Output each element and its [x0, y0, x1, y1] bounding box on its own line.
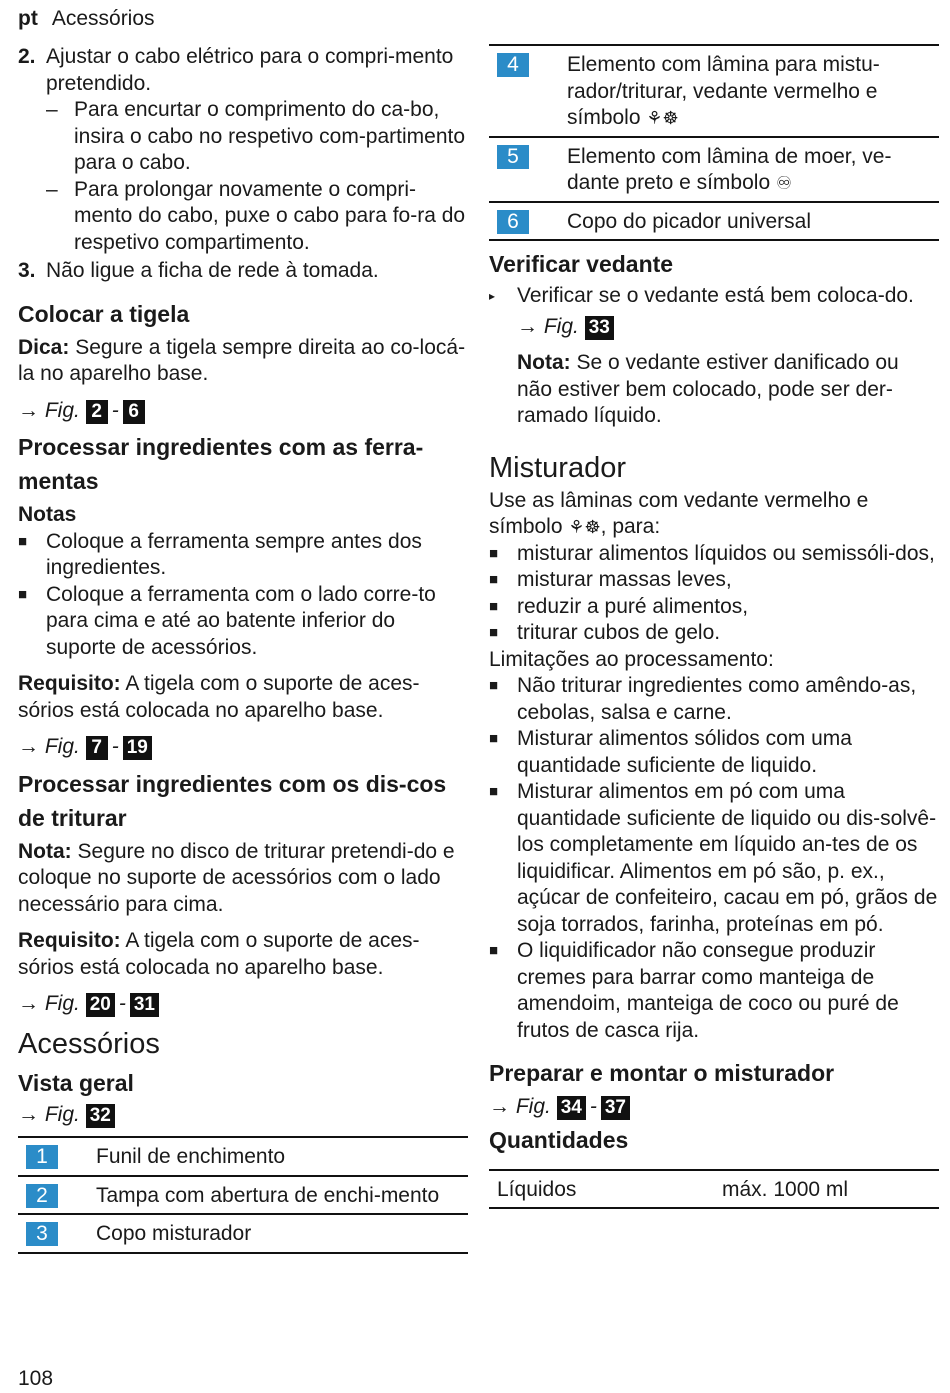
- list-item: ■ Coloque a ferramenta sempre antes dos ingredientes.: [18, 529, 468, 582]
- page-header: [18, 6, 155, 33]
- substep-2: – Para prolongar novamente o compri-mento do cabo, puxe o cabo para fo-ra do respetivo compartimento.: [18, 177, 468, 257]
- part-name: Copo do picador universal: [567, 209, 811, 233]
- fig-word: Fig.: [543, 314, 579, 338]
- header-section: Acessórios: [51, 7, 155, 30]
- part-number-badge: 1: [26, 1145, 58, 1169]
- table-row: [489, 1170, 939, 1209]
- list-item-text: O liquidificador não consegue produzir cremes para barrar como manteiga de amendoim, manteiga de coco ou puré de frutos de casca rija.: [517, 939, 899, 1042]
- part-number-badge: 6: [497, 210, 529, 234]
- part-name: Funil de enchimento: [96, 1145, 286, 1168]
- list-item: ■ misturar alimentos líquidos ou semissóli-dos,: [489, 541, 939, 568]
- part-name-text: Elemento com lâmina para mistu-rador/triturar, vedante vermelho e símbolo: [567, 53, 880, 129]
- note-paragraph: [18, 839, 468, 919]
- figure-ref: → Fig. 20 - 31: [18, 991, 468, 1018]
- heading-acessorios: Acessórios: [18, 1027, 160, 1060]
- tip-paragraph: [18, 335, 468, 388]
- parts-table: [18, 1136, 468, 1254]
- heading-colocar-tigela: Colocar a tigela: [18, 300, 190, 327]
- part-number-badge: 2: [26, 1184, 58, 1208]
- list-item: ■ Coloque a ferramenta com o lado corre-to para cima e até ao batente inferior do suporte de acessórios.: [18, 582, 468, 662]
- intro-text: Use as lâminas com vedante vermelho e símbolo: [489, 488, 869, 538]
- heading-vista-geral: Vista geral: [18, 1069, 134, 1096]
- fig-word: Fig.: [44, 992, 80, 1015]
- part-name: Tampa com abertura de enchi-mento: [96, 1183, 440, 1207]
- table-row: [18, 1214, 468, 1253]
- blade-symbol-icon: ⚘☸: [568, 517, 601, 537]
- quantity-label: Líquidos: [497, 1177, 577, 1201]
- note-text: Segure no disco de triturar pretendi-do e coloque no suporte de acessórios com o lado necessário para cima.: [18, 839, 455, 916]
- list-item-text: Coloque a ferramenta com o lado corre-to para cima e até ao batente inferior do suporte de acessórios.: [46, 582, 436, 659]
- heading-misturador: Misturador: [489, 451, 626, 484]
- requirement-text: A tigela com o suporte de aces-sórios está colocada no aparelho base.: [18, 672, 420, 722]
- part-number-badge: 5: [497, 145, 529, 169]
- table-row: [18, 1176, 468, 1215]
- part-number-badge: 4: [497, 53, 529, 77]
- table-row: [489, 137, 939, 202]
- fig-number: 34: [557, 1096, 586, 1120]
- list-item: ■ misturar massas leves,: [489, 567, 939, 594]
- table-row: [18, 1137, 468, 1176]
- fig-number: 2: [86, 400, 108, 424]
- list-item: ■ Não triturar ingredientes como amêndo-as, cebolas, salsa e carne.: [489, 673, 939, 726]
- requirement-label: Requisito:: [18, 672, 121, 695]
- action-item: ▸ Verificar se o vedante está bem coloca-do.: [489, 283, 939, 310]
- list-item: ■ triturar cubos de gelo.: [489, 620, 939, 647]
- list-item: ■ Misturar alimentos em pó com uma quantidade suficiente de liquido ou dis-solvê-los completamente em líquido an-tes de os liquidificar. Alimentos em pó são, p. ex., açúcar de confeiteiro, cacau em pó, grãos de soja torrados, farinha, proteínas em pó.: [489, 779, 939, 938]
- blade-symbol-icon: ⚘☸: [646, 108, 679, 128]
- page-number: 108: [18, 1367, 54, 1390]
- limits-label: Limitações ao processamento:: [489, 647, 774, 671]
- quantity-value: máx. 1000 ml: [722, 1177, 849, 1201]
- step-text: Ajustar o cabo elétrico para o compri-mento pretendido.: [46, 45, 454, 95]
- table-row: [489, 45, 939, 137]
- table-row: [489, 202, 939, 241]
- language-code: pt: [18, 7, 38, 30]
- fig-number: 20: [86, 993, 115, 1017]
- fig-number: 32: [86, 1104, 115, 1128]
- list-item: ■ O liquidificador não consegue produzir cremes para barrar como manteiga de amendoim, manteiga de coco ou puré de frutos de casca rija.: [489, 938, 939, 1044]
- figure-ref: → Fig. 33: [489, 314, 939, 341]
- tip-text: Segure a tigela sempre direita ao co-locá-la no aparelho base.: [18, 335, 466, 385]
- heading-processar-ferramentas: Processar ingredientes com as ferra-mentas: [18, 434, 424, 494]
- right-column: [489, 44, 939, 1209]
- list-item: ■ reduzir a puré alimentos,: [489, 594, 939, 621]
- requirement-text: A tigela com o suporte de aces-sórios está colocada no aparelho base.: [18, 929, 420, 979]
- list-item-text: Misturar alimentos sólidos com uma quantidade suficiente de liquido.: [517, 727, 852, 777]
- list-item-text: triturar cubos de gelo.: [517, 621, 721, 644]
- step-3: [18, 258, 468, 285]
- intro-text-end: , para:: [600, 515, 661, 538]
- list-item: ■ Misturar alimentos sólidos com uma quantidade suficiente de liquido.: [489, 726, 939, 779]
- fig-word: Fig.: [44, 1102, 80, 1126]
- list-item-text: misturar massas leves,: [517, 568, 732, 591]
- requirement-paragraph: [18, 928, 468, 981]
- fig-number: 37: [601, 1096, 630, 1120]
- quantities-table: [489, 1169, 939, 1210]
- fig-number: 19: [123, 736, 152, 760]
- fig-word: Fig.: [515, 1095, 551, 1118]
- requirement-label: Requisito:: [18, 929, 121, 952]
- list-item-text: Coloque a ferramenta sempre antes dos ingredientes.: [46, 529, 422, 579]
- step-number: 2.: [18, 45, 36, 68]
- fig-number: 33: [585, 316, 614, 340]
- fig-number: 6: [123, 400, 145, 424]
- left-column: [18, 44, 468, 1254]
- figure-ref: → Fig. 7 - 19: [18, 734, 468, 761]
- list-item-text: misturar alimentos líquidos ou semissóli-dos,: [517, 541, 935, 565]
- part-name-text: Elemento com lâmina de moer, ve-dante preto e símbolo: [567, 144, 892, 194]
- heading-preparar-misturador: Preparar e montar o misturador: [489, 1060, 835, 1086]
- figure-ref: → Fig. 32: [18, 1102, 468, 1129]
- step-2: [18, 44, 468, 97]
- substep-1: – Para encurtar o comprimento do ca-bo, insira o cabo no respetivo com-partimento para o cabo.: [18, 97, 468, 177]
- list-item-text: reduzir a puré alimentos,: [517, 594, 749, 618]
- step-number: 3.: [18, 259, 36, 282]
- figure-ref: → Fig. 34 - 37: [489, 1094, 939, 1121]
- list-item-text: Não triturar ingredientes como amêndo-as, cebolas, salsa e carne.: [517, 674, 917, 724]
- fig-number: 7: [86, 736, 108, 760]
- part-name: [567, 45, 939, 137]
- fig-word: Fig.: [44, 398, 80, 422]
- substep-text: Para prolongar novamente o compri-mento do cabo, puxe o cabo para fo-ra do respetivo compartimento.: [74, 177, 466, 254]
- list-item-text: Misturar alimentos em pó com uma quantidade suficiente de liquido ou dis-solvê-los completamente em líquido an-tes de os liquidificar. Alimentos em pó são, p. ex., açúcar de confeiteiro, cacau em pó, grãos de soja torrados, farinha, proteínas em pó.: [517, 780, 938, 936]
- part-name: [567, 137, 939, 202]
- heading-quantidades: Quantidades: [489, 1126, 629, 1153]
- parts-table-continued: [489, 44, 939, 241]
- heading-processar-discos: Processar ingredientes com os dis-cos de triturar: [18, 770, 447, 831]
- fig-word: Fig.: [44, 735, 80, 758]
- part-name: Copo misturador: [96, 1222, 252, 1245]
- substep-text: Para encurtar o comprimento do ca-bo, insira o cabo no respetivo com-partimento para o cabo.: [74, 98, 466, 174]
- intro-paragraph: [489, 488, 939, 541]
- part-number-badge: 3: [26, 1222, 58, 1246]
- note-text: Se o vedante estiver danificado ou não estiver bem colocado, pode ser der-ramado líquido.: [517, 351, 899, 427]
- requirement-paragraph: [18, 671, 468, 724]
- grind-symbol-icon: ♾: [775, 173, 793, 193]
- step-text: Não ligue a ficha de rede à tomada.: [46, 259, 379, 282]
- fig-number: 31: [130, 993, 159, 1017]
- note-paragraph: [489, 350, 939, 430]
- action-text: Verificar se o vedante está bem coloca-do.: [517, 284, 914, 307]
- tip-label: Dica:: [18, 335, 70, 359]
- notes-heading: Notas: [18, 503, 77, 526]
- heading-verificar-vedante: Verificar vedante: [489, 251, 674, 277]
- note-label: Nota:: [517, 351, 571, 374]
- note-label: Nota:: [18, 839, 72, 863]
- figure-ref: → Fig. 2 - 6: [18, 398, 468, 425]
